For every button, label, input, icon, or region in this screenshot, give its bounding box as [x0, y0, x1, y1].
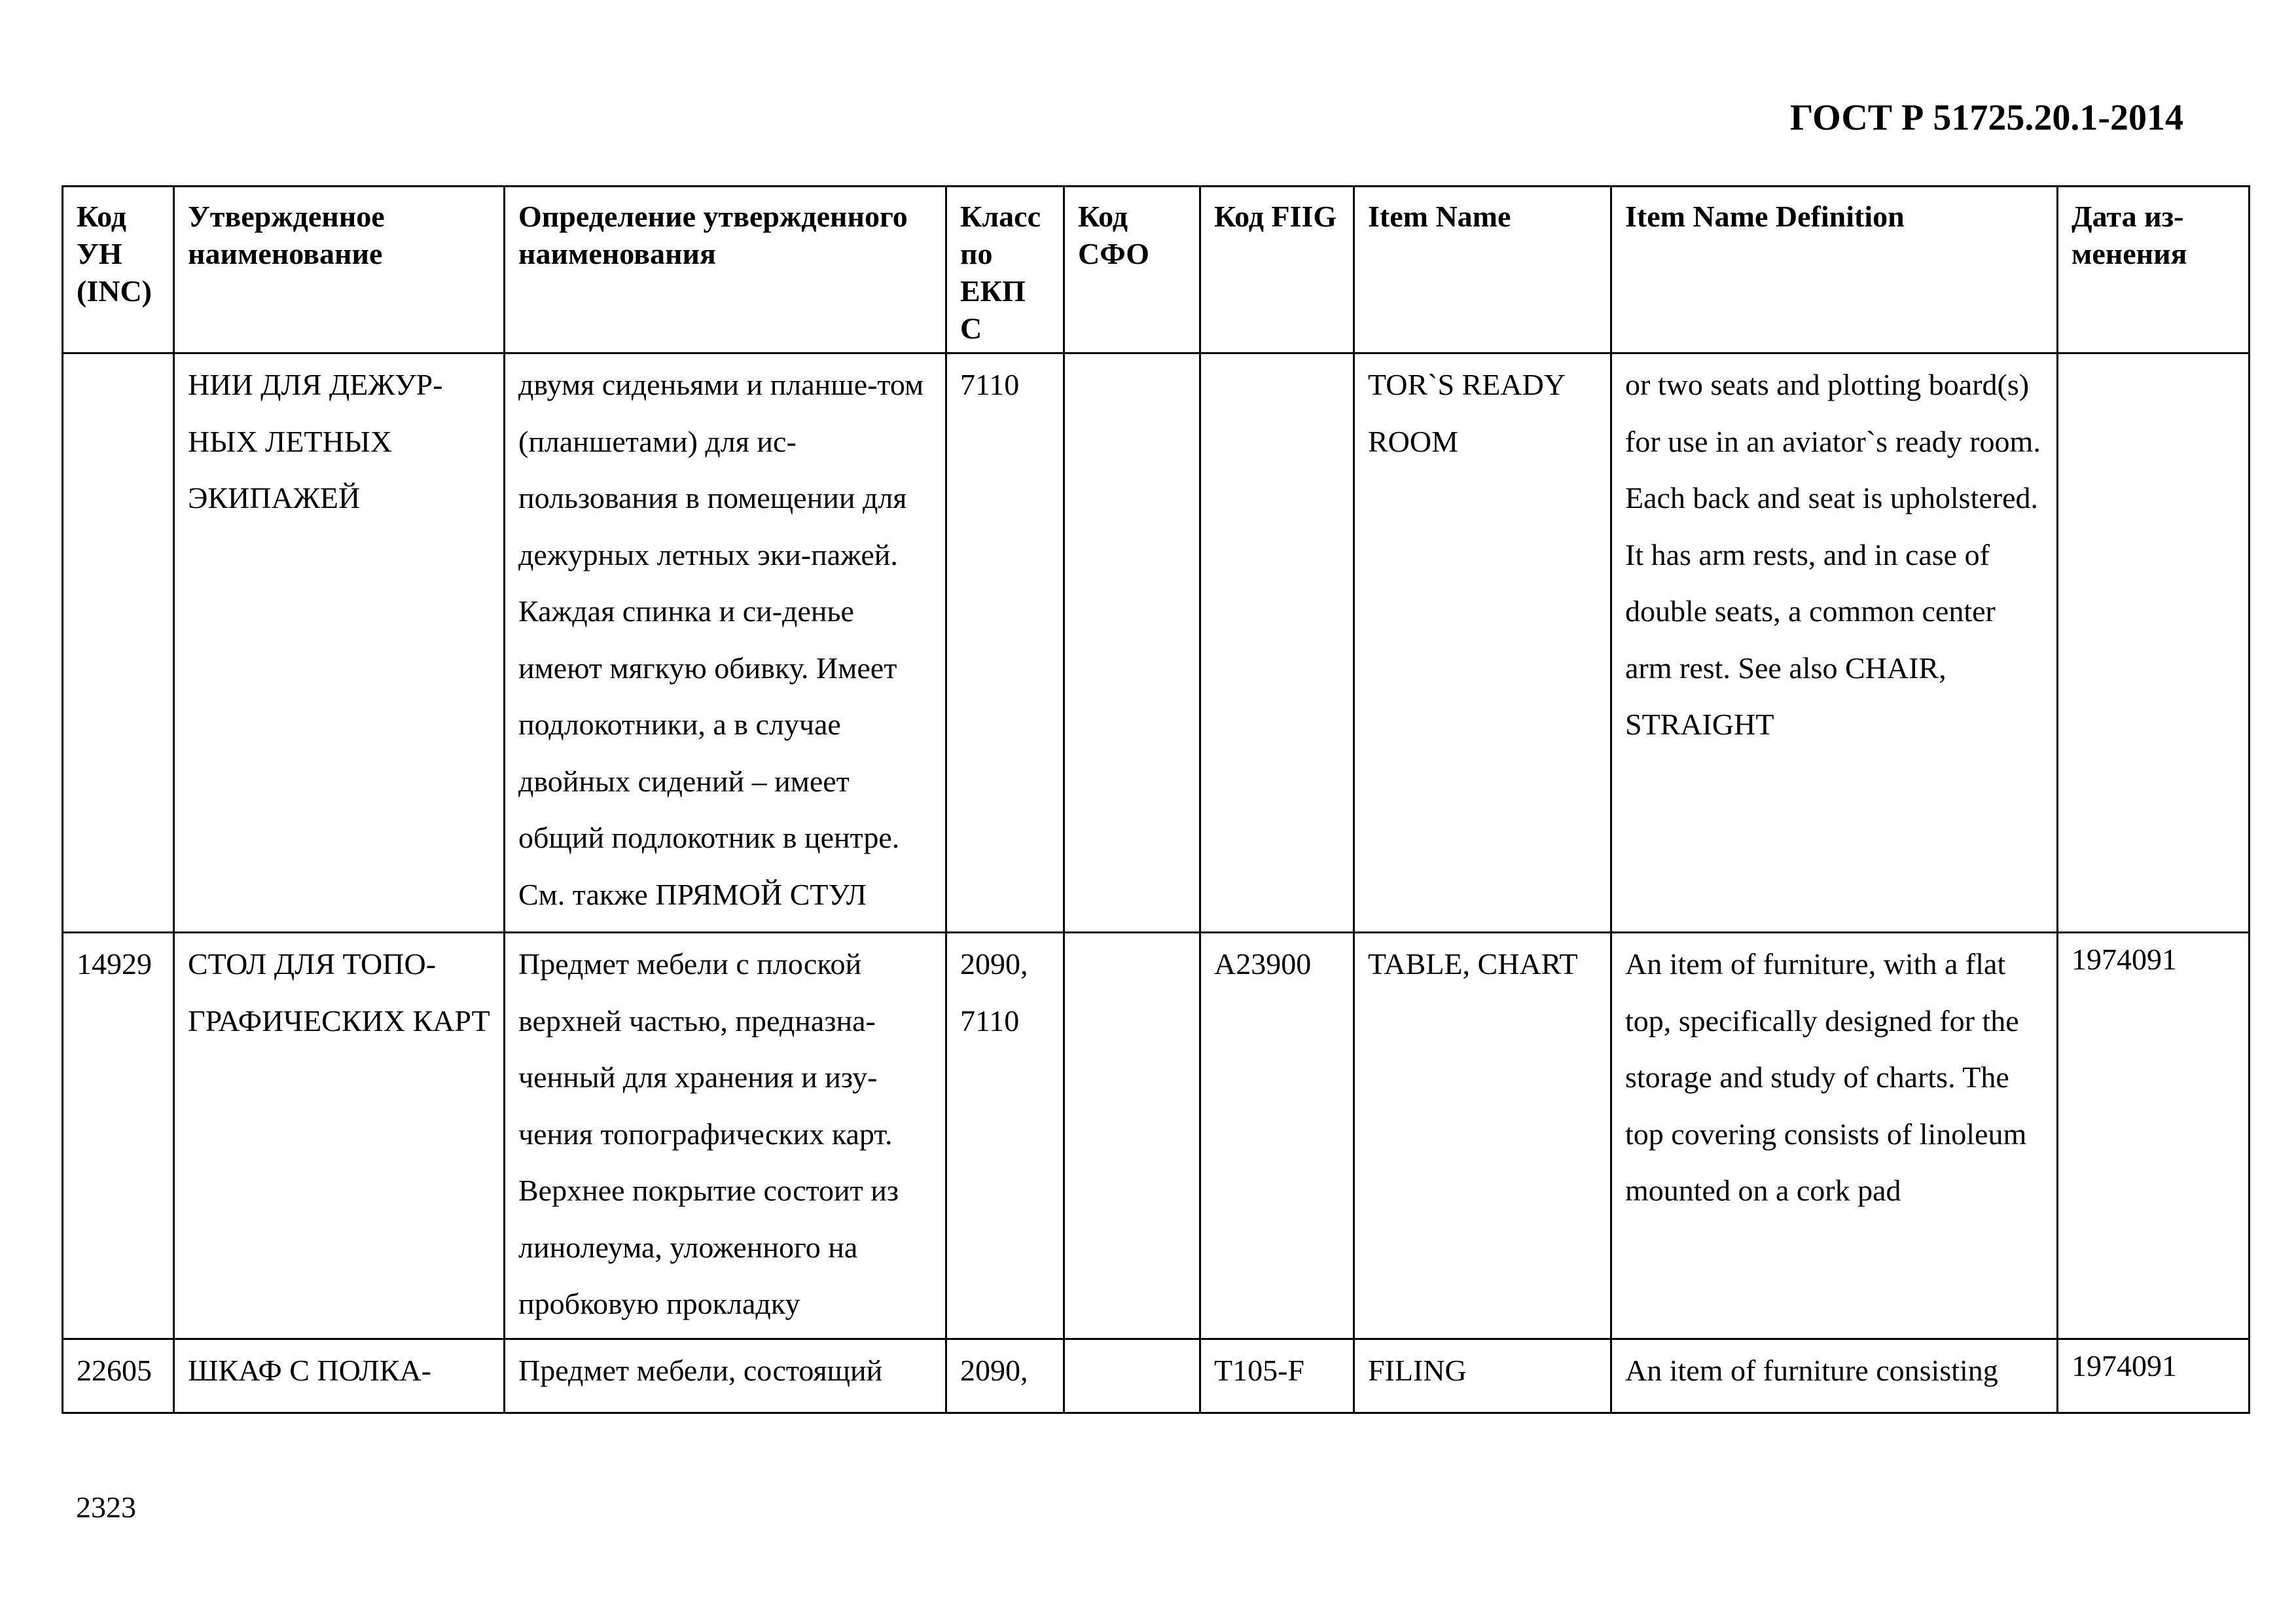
cell-approved-name: ШКАФ С ПОЛКА-: [174, 1339, 505, 1413]
column-header-item-name: Item Name: [1354, 187, 1611, 353]
cell-sfo: [1064, 353, 1200, 933]
cell-change-date: [2058, 353, 2250, 933]
cell-fiig: [1200, 353, 1354, 933]
cell-item-name: TABLE, CHART: [1354, 933, 1611, 1339]
classification-table: [62, 185, 2250, 1414]
cell-class: 2090,: [946, 1339, 1064, 1413]
cell-sfo: [1064, 933, 1200, 1339]
cell-sfo: [1064, 1339, 1200, 1413]
cell-item-name: TOR`S READY ROOM: [1354, 353, 1611, 933]
column-header-approved-name: Утвержденное наименование: [174, 187, 505, 353]
table-row: [63, 1339, 2250, 1413]
cell-item-name-definition: or two seats and plotting board(s) for use in an aviator`s ready room. Each back and seat is upholstered. It has arm rests, and in case of double seats, a common center arm rest. See also CHAIR, STRAIGHT: [1611, 353, 2058, 933]
cell-inc: 22605: [63, 1339, 174, 1413]
cell-item-name: FILING: [1354, 1339, 1611, 1413]
column-header-item-name-definition: Item Name Definition: [1611, 187, 2058, 353]
cell-item-name-definition: An item of furniture consisting: [1611, 1339, 2058, 1413]
table-header-row: [63, 187, 2250, 353]
column-header-name-definition: Определение утвержденного наименования: [505, 187, 946, 353]
document-standard-title: ГОСТ Р 51725.20.1-2014: [1789, 98, 2183, 138]
column-header-change-date: Дата из-менения: [2058, 187, 2250, 353]
column-header-fiig: Код FIIG: [1200, 187, 1354, 353]
column-header-class: Класс по ЕКП С: [946, 187, 1064, 353]
cell-class: 7110: [946, 353, 1064, 933]
cell-approved-name: НИИ ДЛЯ ДЕЖУР-НЫХ ЛЕТНЫХ ЭКИПАЖЕЙ: [174, 353, 505, 933]
cell-inc: 14929: [63, 933, 174, 1339]
cell-name-definition: двумя сиденьями и планше-том (планшетами) для ис-пользования в помещении для дежурных летных эки-пажей. Каждая спинка и си-денье имеют мягкую обивку. Имеет подлокотники, а в случае двойных сидений – имеет общий подлокотник в центре. См. также ПРЯМОЙ СТУЛ: [505, 353, 946, 933]
table-row: [63, 933, 2250, 1339]
cell-class: 2090, 7110: [946, 933, 1064, 1339]
column-header-sfo: Код СФО: [1064, 187, 1200, 353]
column-header-inc: Код УН (INC): [63, 187, 174, 353]
cell-change-date: 1974091: [2058, 1339, 2250, 1413]
cell-change-date: 1974091: [2058, 933, 2250, 1339]
table-row: [63, 353, 2250, 933]
cell-name-definition: Предмет мебели с плоской верхней частью, предназна-ченный для хранения и изу-чения топографических карт. Верхнее покрытие состоит из линолеума, уложенного на пробковую прокладку: [505, 933, 946, 1339]
cell-approved-name: СТОЛ ДЛЯ ТОПО-ГРАФИЧЕСКИХ КАРТ: [174, 933, 505, 1339]
page-number: 2323: [76, 1490, 136, 1524]
cell-fiig: A23900: [1200, 933, 1354, 1339]
cell-item-name-definition: An item of furniture, with a flat top, specifically designed for the storage and study of charts. The top covering consists of linoleum mounted on a cork pad: [1611, 933, 2058, 1339]
cell-fiig: T105-F: [1200, 1339, 1354, 1413]
cell-name-definition: Предмет мебели, состоящий: [505, 1339, 946, 1413]
cell-inc: [63, 353, 174, 933]
